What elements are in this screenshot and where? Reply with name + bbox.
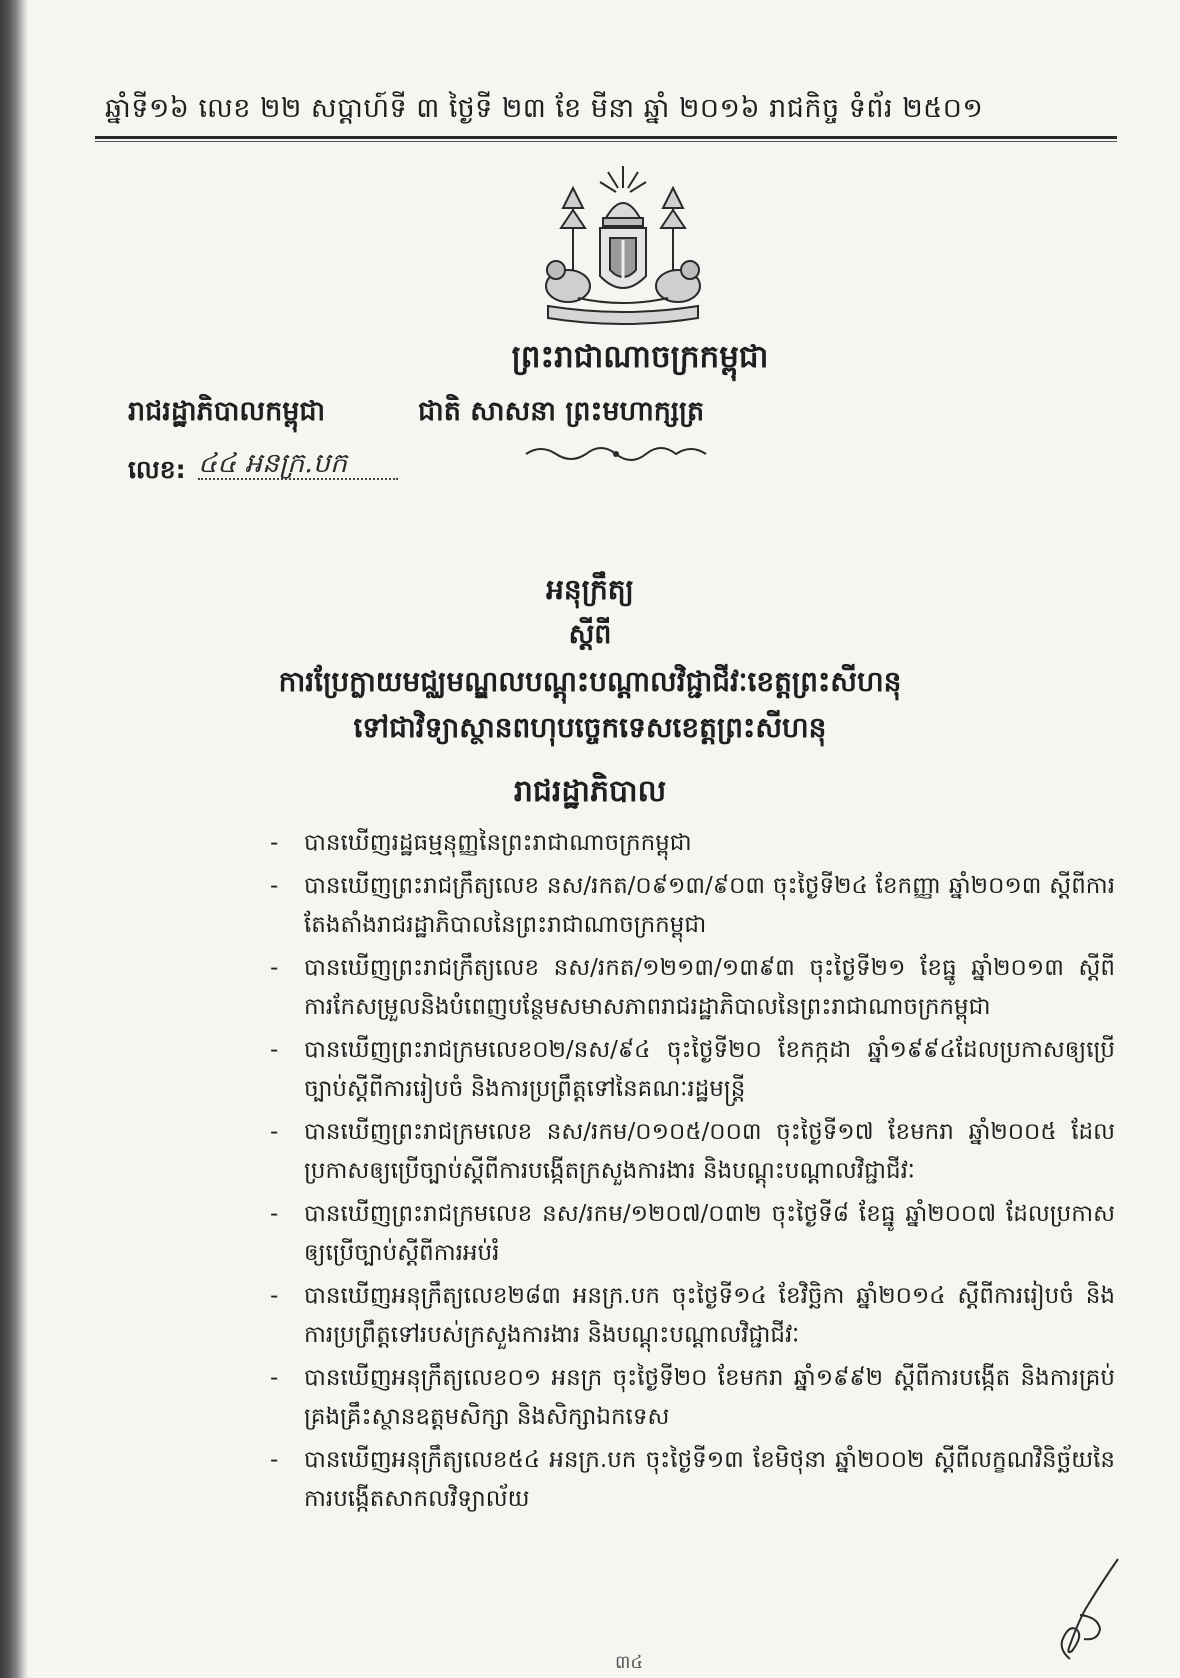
considerations-list [270,824,1115,1523]
list-item-text: បានឃើញព្រះរាជក្រឹត្យលេខ នស/រកត/០៩១៣/៩០៣ ចុះថ្ងៃទី២៤ ខែកញ្ញា ឆ្នាំ២០១៣ ស្តីពីការតែងតាំងរាជរដ្ឋាភិបាលនៃព្រះរាជាណាចក្រកម្ពុជា [304,873,1115,938]
list-item [270,949,1115,1027]
list-item [270,1031,1115,1109]
list-item [270,1113,1115,1191]
decorative-flourish-icon [516,440,716,466]
national-motto: ជាតិ សាសនា ព្រះមហាក្សត្រ [418,396,705,427]
bullet-dash: - [270,1283,279,1309]
list-item [270,1277,1115,1355]
section-title: រាជរដ្ឋាភិបាល [513,774,667,809]
initials-signature-icon [1040,1555,1130,1665]
list-item [270,1359,1115,1437]
list-item [270,1195,1115,1273]
bullet-dash: - [270,1037,279,1063]
document-type: អនុក្រឹត្យ [546,573,634,606]
list-item-text: បានឃើញព្រះរាជក្រមលេខ នស/រកម/១២០៧/០៣២ ចុះថ្ងៃទី៨ ខែធ្នូ ឆ្នាំ២០០៧ ដែលប្រកាសឲ្យប្រើច្បាប់ស្តីពីការអប់រំ [304,1201,1115,1266]
header-rule [95,136,1117,139]
issuer-name: រាជរដ្ឋាភិបាលកម្ពុជា [128,396,326,427]
list-item [270,867,1115,945]
reference-dotted-line [198,478,398,480]
bullet-dash: - [270,1447,279,1473]
list-item-text: បានឃើញព្រះរាជក្រមលេខ០២/នស/៩៤ ចុះថ្ងៃទី២០ ខែកក្កដា ឆ្នាំ១៩៩៤ដែលប្រកាសឲ្យប្រើច្បាប់ស្តីពីការរៀបចំ និងការប្រព្រឹត្តទៅនៃគណៈរដ្ឋមន្ត្រី [304,1037,1115,1102]
kingdom-name: ព្រះរាជាណាចក្រកម្ពុជា [511,339,769,375]
list-item-text: បានឃើញអនុក្រឹត្យលេខ៥៤ អនក្រ.បក ចុះថ្ងៃទី១៣ ខែមិថុនា ឆ្នាំ២០០២ ស្តីពីលក្ខណវិនិច្ឆ័យនៃការបង្កើតសាកលវិទ្យាល័យ [304,1447,1115,1512]
bullet-dash: - [270,873,279,899]
bullet-dash: - [270,955,279,981]
bullet-dash: - [270,1365,279,1391]
bullet-dash: - [270,830,279,856]
list-item [270,824,1115,863]
list-item-text: បានឃើញអនុក្រឹត្យលេខ២៨៣ អនក្រ.បក ចុះថ្ងៃទី១៤ ខែវិច្ឆិកា ឆ្នាំ២០១៤ ស្តីពីការរៀបចំ និងការប្រព្រឹត្តទៅរបស់ក្រសួងការងារ និងបណ្តុះបណ្តាលវិជ្ជាជីវៈ [304,1283,1115,1348]
footer-mark: ៣៤ [615,1652,644,1673]
list-item-text: បានឃើញរដ្ឋធម្មនុញ្ញនៃព្រះរាជាណាចក្រកម្ពុជា [304,830,692,856]
reference-number-label: លេខ: [128,455,186,484]
list-item-text: បានឃើញព្រះរាជក្រឹត្យលេខ នស/រកត/១២១៣/១៣៩៣ ចុះថ្ងៃទី២១ ខែធ្នូ ឆ្នាំ២០១៣ ស្តីពីការកែសម្រួលនិងបំពេញបន្ថែមសមាសភាពរាជរដ្ឋាភិបាលនៃព្រះរាជាណាចក្រកម្ពុជា [304,955,1115,1020]
list-item [270,1441,1115,1519]
header-rule-thin [95,141,1117,142]
list-item-text: បានឃើញអនុក្រឹត្យលេខ០១ អនក្រ ចុះថ្ងៃទី២០ ខែមករា ឆ្នាំ១៩៩២ ស្តីពីការបង្កើត និងការគ្រប់គ្រងគ្រឹះស្ថានឧត្តមសិក្សា និងសិក្សាឯកទេស [304,1365,1115,1430]
bullet-dash: - [270,1201,279,1227]
reference-number-handwritten: ៤៤ អនក្រ.បក [198,448,348,479]
document-subject-line-1: ការប្រែក្លាយមជ្ឈមណ្ឌលបណ្តុះបណ្តាលវិជ្ជាជីវៈខេត្តព្រះសីហនុ [278,665,902,698]
document-about: ស្តីពី [568,619,612,650]
page-binding-shadow [0,0,28,1678]
gazette-header: ឆ្នាំទី១៦ លេខ ២២ សប្តាហ៍ទី ៣ ថ្ងៃទី ២៣ ខែ មីនា ឆ្នាំ ២០១៦ រាជកិច្ច ទំព័រ ២៥០១ [105,93,984,124]
royal-emblem-icon [528,158,718,338]
document-subject-line-2: ទៅជាវិទ្យាស្ថានពហុបច្ចេកទេសខេត្តព្រះសីហនុ [353,711,827,744]
bullet-dash: - [270,1119,279,1145]
list-item-text: បានឃើញព្រះរាជក្រមលេខ នស/រកម/០១០៥/០០៣ ចុះថ្ងៃទី១៧ ខែមករា ឆ្នាំ២០០៥ ដែលប្រកាសឲ្យប្រើច្បាប់ស្តីពីការបង្កើតក្រសួងការងារ និងបណ្តុះបណ្តាលវិជ្ជាជីវៈ [304,1119,1115,1184]
